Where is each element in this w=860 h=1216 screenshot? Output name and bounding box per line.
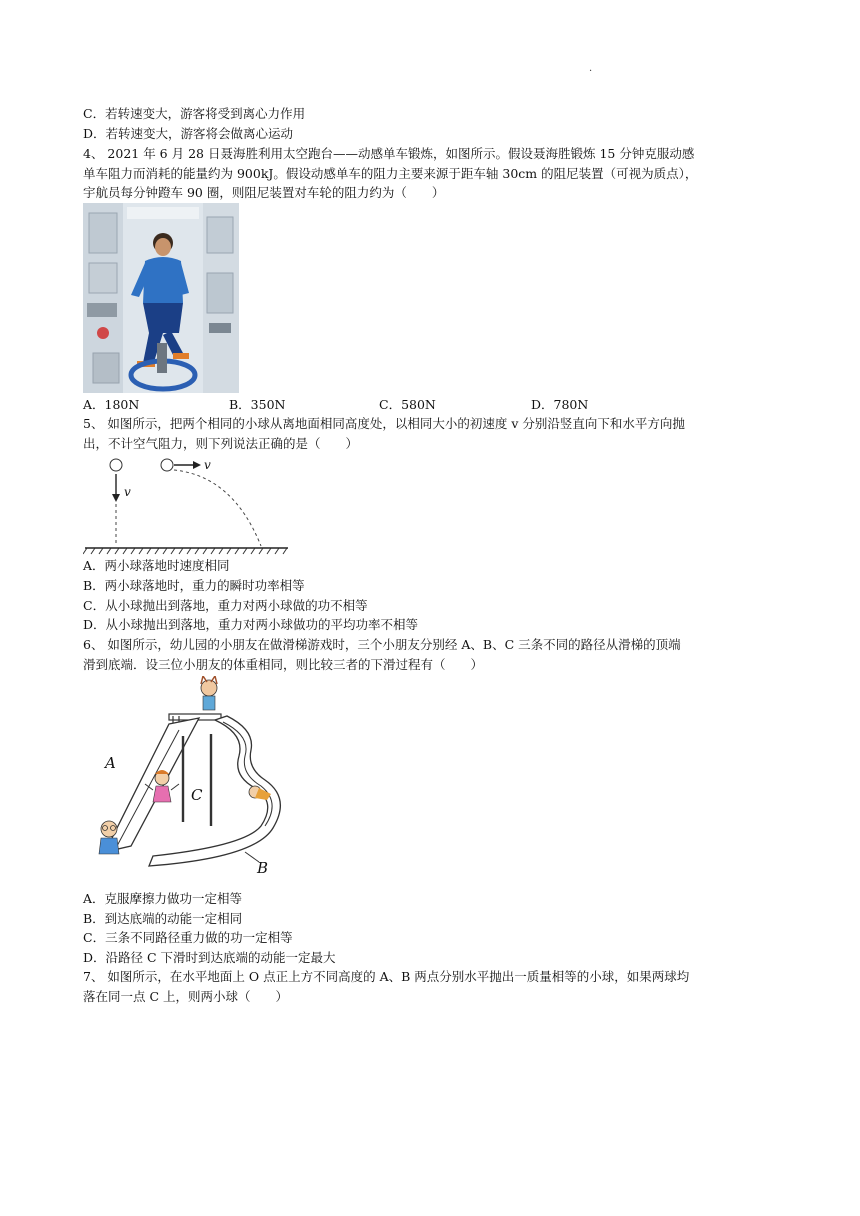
q5-option-b: B．两小球落地时，重力的瞬时功率相等 <box>83 578 305 593</box>
q6-stem-line2: 滑到底端．设三位小朋友的体重相同，则比较三者的下滑过程有（ ） <box>83 657 484 672</box>
q4-stem-line2: 单车阻力而消耗的能量约为 900kJ。假设动感单车的阻力主要来源于距车轴 30cm 的阻尼装置（可视为质点）， <box>83 166 698 181</box>
q6-option-d: D．沿路径 C 下滑时到达底端的动能一定最大 <box>83 950 336 965</box>
q6-option-a: A．克服摩擦力做功一定相等 <box>83 891 243 906</box>
q7-stem-line1: 7、 如图所示，在水平地面上 O 点正上方不同高度的 A、B 两点分别水平抛出一质量相等的小球，如果两球均 <box>83 969 690 984</box>
q5-stem-line2: 出，不计空气阻力，则下列说法正确的是（ ） <box>83 436 359 451</box>
label-path-b: B <box>257 859 269 877</box>
q5-option-c: C．从小球抛出到落地，重力对两小球做的功不相等 <box>83 598 368 613</box>
q6-option-b: B．到达底端的动能一定相同 <box>83 911 243 926</box>
q4-stem-line1: 4、 2021 年 6 月 28 日聂海胜利用太空跑台——动感单车锻炼，如图所示。假设聂海胜锻炼 15 分钟克服动感 <box>83 146 695 161</box>
q3-option-c: C．若转速变大，游客将受到离心力作用 <box>83 106 306 121</box>
label-v-vertical: v <box>124 485 131 499</box>
q5-stem-line1: 5、 如图所示，把两个相同的小球从离地面相同高度处，以相同大小的初速度 v 分别沿竖直向下和水平方向抛 <box>83 416 685 431</box>
label-path-a: A <box>105 754 116 772</box>
projectile-figure <box>83 452 293 557</box>
q6-stem-line1: 6、 如图所示，幼儿园的小朋友在做滑梯游戏时，三个小朋友分别经 A、B、C 三条不同的路径从滑梯的顶端 <box>83 637 681 652</box>
q5-option-d: D．从小球抛出到落地，重力对两小球做功的平均功率不相等 <box>83 617 419 632</box>
astronaut-cycling-photo <box>83 203 239 393</box>
q4-option-c: C．580N <box>379 397 436 412</box>
label-path-c: C <box>191 786 203 804</box>
q5-option-a: A．两小球落地时速度相同 <box>83 558 230 573</box>
header-mark: · <box>589 66 593 77</box>
label-v-horizontal: v <box>204 458 211 472</box>
q6-option-c: C．三条不同路径重力做的功一定相等 <box>83 930 293 945</box>
q4-option-d: D．780N <box>531 397 589 412</box>
q7-stem-line2: 落在同一点 C 上，则两小球（ ） <box>83 989 289 1004</box>
q4-option-a: A．180N <box>83 397 140 412</box>
q4-stem-line3: 宇航员每分钟蹬车 90 圈，则阻尼装置对车轮的阻力约为（ ） <box>83 185 445 200</box>
q4-option-b: B．350N <box>229 397 286 412</box>
q3-option-d: D．若转速变大，游客将会做离心运动 <box>83 126 294 141</box>
slide-figure <box>95 676 285 881</box>
